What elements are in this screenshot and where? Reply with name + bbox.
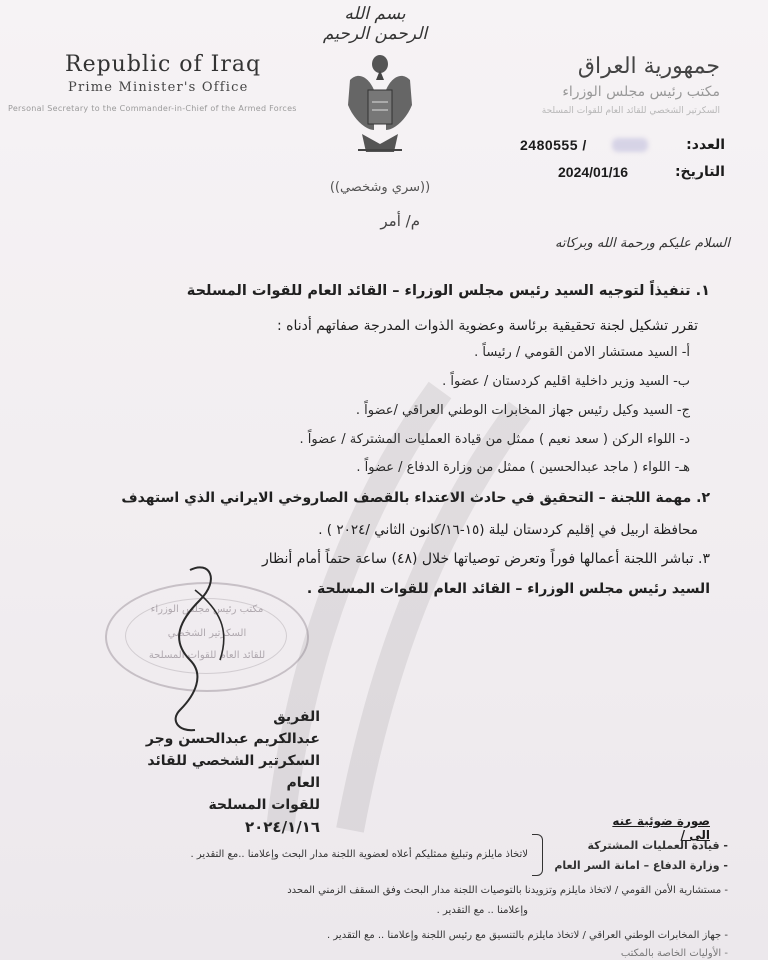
signer-rank: الفريق xyxy=(273,709,320,725)
distribution-bracket xyxy=(532,834,543,876)
date-label: التاريخ: xyxy=(674,164,725,180)
arabic-country-title: جمهورية العراق xyxy=(577,54,720,79)
stamp-text-2: السكرتير الشخصي xyxy=(167,628,247,639)
signer-title-1: السكرتير الشخصي للقائد العام xyxy=(147,753,320,791)
distribution-entry-3: - مستشارية الأمن القومي / لاتخاذ مايلزم وتزويدنا بالتوصيات اللجنة مدار البحث وفق السقف الزمني المحدد xyxy=(287,885,728,896)
paragraph-1-line-2: تقرر تشكيل لجنة تحقيقية برئاسة وعضوية الذوات المدرجة صفاتهم أدناه : xyxy=(277,318,698,334)
number-label: العدد: xyxy=(686,137,725,153)
stamp-text-1: مكتب رئيس مجلس الوزراء xyxy=(150,604,264,615)
iraq-eagle-emblem-icon xyxy=(340,50,420,158)
member-item-e: هـ- اللواء ( ماجد عبدالحسين ) ممثل من وزارة الدفاع / عضواً . xyxy=(356,460,690,475)
distribution-entry-1: - قيادة العمليات المشتركة xyxy=(587,839,728,852)
member-item-c: ج- السيد وكيل رئيس جهاز المخابرات الوطني العراقي /عضواً . xyxy=(355,403,690,418)
distribution-entry-1-note: لاتخاذ مايلزم وتبليغ ممثليكم أعلاه لعضوية اللجنة مدار البحث وإعلامنا ..مع التقدير . xyxy=(190,849,528,860)
signature-date: ٢٠٢٤/١/١٦ xyxy=(244,818,320,836)
distribution-entry-4: - جهاز المخابرات الوطني العراقي / لاتخاذ مايلزم بالتنسيق مع رئيس اللجنة وإعلامنا .. مع التقدير . xyxy=(327,930,728,941)
signer-title-2: للقوات المسلحة xyxy=(208,797,320,813)
basmala: بسم الله الرحمن الرحيم xyxy=(322,4,428,44)
member-item-a: أ- السيد مستشار الامن القومي / رئيساً . xyxy=(474,345,690,360)
stamp-text-3: للقائد العام للقوات المسلحة xyxy=(148,650,266,661)
paragraph-2-line-2: محافظة اربيل في إقليم كردستان ليلة (١٥-١٦/كانون الثاني /٢٠٢٤ ) . xyxy=(318,522,698,538)
member-item-d: د- اللواء الركن ( سعد نعيم ) ممثل من قيادة العمليات المشتركة / عضواً . xyxy=(299,432,690,447)
document-number: 2480555 / xyxy=(520,137,587,153)
distribution-entry-2: - وزارة الدفاع – امانة السر العام xyxy=(554,859,728,872)
signer-name: عبدالكريم عبدالحسن وجر xyxy=(145,731,320,747)
english-office-title: Prime Minister's Office xyxy=(68,80,249,95)
redaction-mark xyxy=(612,138,648,152)
english-country-title: Republic of Iraq xyxy=(65,52,262,77)
paragraph-3-line-2: السيد رئيس مجلس الوزراء – القائد العام للقوات المسلحة . xyxy=(306,581,710,597)
member-item-b: ب- السيد وزير داخلية اقليم كردستان / عضواً . xyxy=(442,374,690,389)
paragraph-1-line-1: ١. تنفيذاً لتوجيه السيد رئيس مجلس الوزراء – القائد العام للقوات المسلحة xyxy=(186,283,710,299)
arabic-office-title: مكتب رئيس مجلس الوزراء xyxy=(562,84,720,100)
document-date: 2024/01/16 xyxy=(558,164,629,180)
arabic-office-subtitle: السكرتير الشخصي للقائد العام للقوات المسلحة xyxy=(541,106,720,116)
order-reference: م/ أمر xyxy=(380,212,420,230)
paragraph-2-line-1: ٢. مهمة اللجنة – التحقيق في حادث الاعتداء بالقصف الصاروخي الايراني الذي استهدف xyxy=(121,490,710,506)
distribution-heading: صورة ضوئية عنه الى / xyxy=(612,814,710,842)
distribution-entry-5: - الأوليات الخاصة بالمكتب xyxy=(620,948,728,959)
distribution-entry-3-note: وإعلامنا .. مع التقدير . xyxy=(436,905,528,916)
signature-block xyxy=(140,706,320,838)
greeting: السلام عليكم ورحمة الله وبركاته xyxy=(554,236,730,251)
paragraph-3-line-1: ٣. تباشر اللجنة أعمالها فوراً وتعرض توصياتها خلال (٤٨) ساعة حتماً أمام أنظار xyxy=(261,551,710,567)
english-office-subtitle: Personal Secretary to the Commander-in-Chief of the Armed Forces xyxy=(8,104,297,113)
classification-label: ((سري وشخصي)) xyxy=(329,180,431,195)
